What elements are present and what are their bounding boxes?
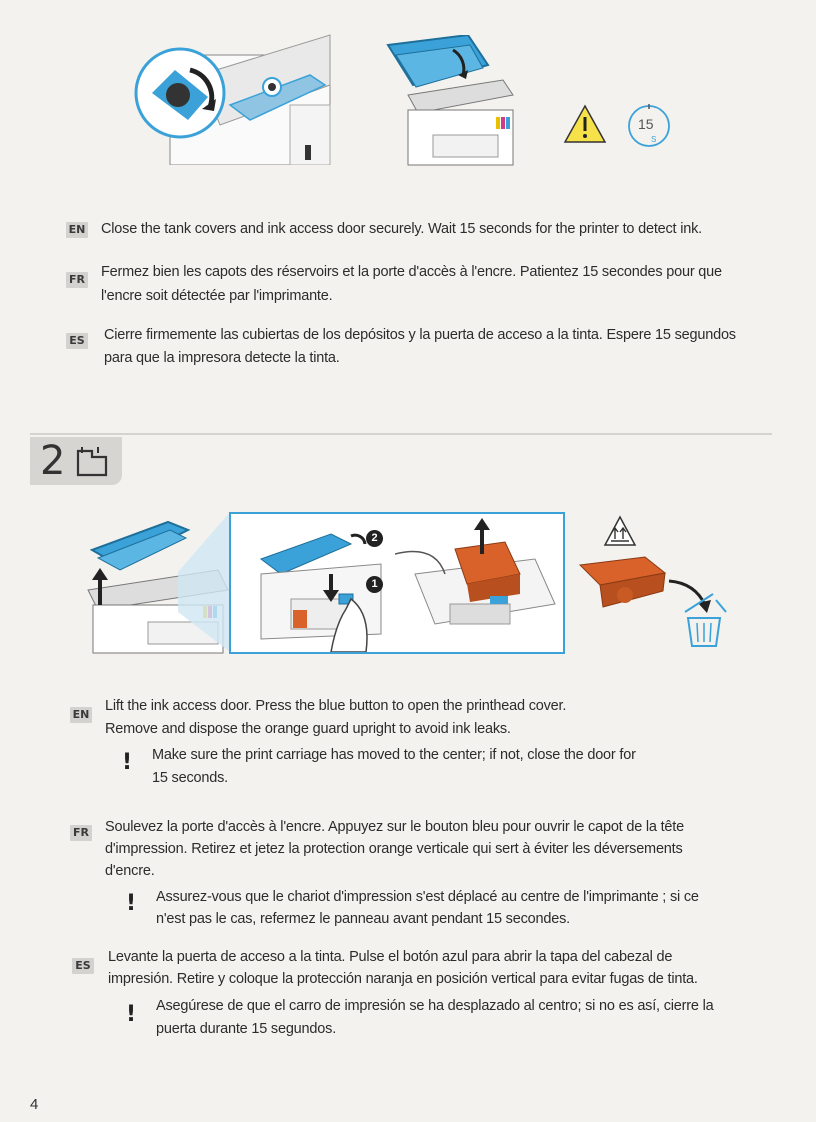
- lang-tag-fr: FR: [70, 825, 92, 841]
- step1-es-text-2: para que la impresora detecte la tinta.: [104, 350, 340, 366]
- warning-exclamation-icon: !: [126, 1002, 137, 1027]
- step2-es-warning-2: puerta durante 15 segundos.: [156, 1021, 337, 1037]
- printer-closed-illustration: [378, 35, 528, 175]
- callout-1: 1: [366, 576, 383, 593]
- step2-es-text-1: Levante la puerta de acceso a la tinta. Pulse el botón azul para abrir la tapa del cabezal de: [108, 949, 673, 965]
- step1-en-text: Close the tank covers and ink access door securely. Wait 15 seconds for the printer to detect ink.: [101, 221, 702, 237]
- page-number: 4: [30, 1096, 39, 1113]
- step2-en-text-1: Lift the ink access door. Press the blue button to open the printhead cover.: [105, 698, 567, 714]
- warning-exclamation-icon: !: [122, 750, 133, 775]
- lang-tag-en: EN: [66, 222, 88, 238]
- warning-triangle-icon: [562, 103, 608, 145]
- timer-icon: [626, 103, 672, 149]
- orange-guard-illustration: [575, 555, 670, 615]
- step2-fr-warning-2: n'est pas le cas, refermez le panneau avant pendant 15 secondes.: [156, 911, 570, 927]
- lang-tag-en: EN: [70, 707, 92, 723]
- step2-es-warning-1: Asegúrese de que el carro de impresión se ha desplazado al centro; si no es así, cierre la: [156, 998, 714, 1014]
- step1-es-text-1: Cierre firmemente las cubiertas de los depósitos y la puerta de acceso a la tinta. Espere 15 segundos: [104, 327, 736, 343]
- timer-unit: S: [651, 135, 657, 144]
- step2-fr-text-2: d'impression. Retirez et jetez la protection orange verticale qui sert à éviter les déversements: [105, 841, 683, 857]
- lang-tag-es: ES: [72, 958, 94, 974]
- step-number: 2: [40, 438, 66, 484]
- step2-en-warning-2: 15 seconds.: [152, 770, 228, 786]
- step-2-header: [30, 437, 122, 485]
- lang-tag-es: ES: [66, 333, 88, 349]
- step2-en-warning-1: Make sure the print carriage has moved to the center; if not, close the door for: [152, 747, 636, 763]
- step2-fr-text-3: d'encre.: [105, 863, 155, 879]
- callout-2: 2: [366, 530, 383, 547]
- step1-fr-text-2: l'encre soit détectée par l'imprimante.: [101, 288, 333, 304]
- trash-bin-icon: [680, 590, 730, 650]
- lang-tag-fr: FR: [66, 272, 88, 288]
- step2-es-text-2: impresión. Retire y coloque la protección naranja en posición vertical para evitar fugas de tinta.: [108, 971, 698, 987]
- timer-label: 15: [638, 116, 654, 132]
- detail-panel-press-button: [229, 512, 399, 654]
- zoom-wedge: [178, 512, 230, 652]
- step2-fr-text-1: Soulevez la porte d'accès à l'encre. Appuyez sur le bouton bleu pour ouvrir le capot de la tête: [105, 819, 684, 835]
- this-side-up-icon: [603, 515, 637, 547]
- detail-panel-remove-guard: [395, 512, 565, 654]
- step2-en-text-2: Remove and dispose the orange guard upright to avoid ink leaks.: [105, 721, 511, 737]
- section-divider: [30, 433, 772, 435]
- latch-illustration: [130, 15, 340, 165]
- step2-fr-warning-1: Assurez-vous que le chariot d'impression s'est déplacé au centre de l'imprimante ; si ce: [156, 889, 699, 905]
- warning-exclamation-icon: !: [126, 891, 137, 916]
- printer-icon: [74, 445, 110, 477]
- step1-fr-text-1: Fermez bien les capots des réservoirs et la porte d'accès à l'encre. Patientez 15 secondes pour que: [101, 264, 722, 280]
